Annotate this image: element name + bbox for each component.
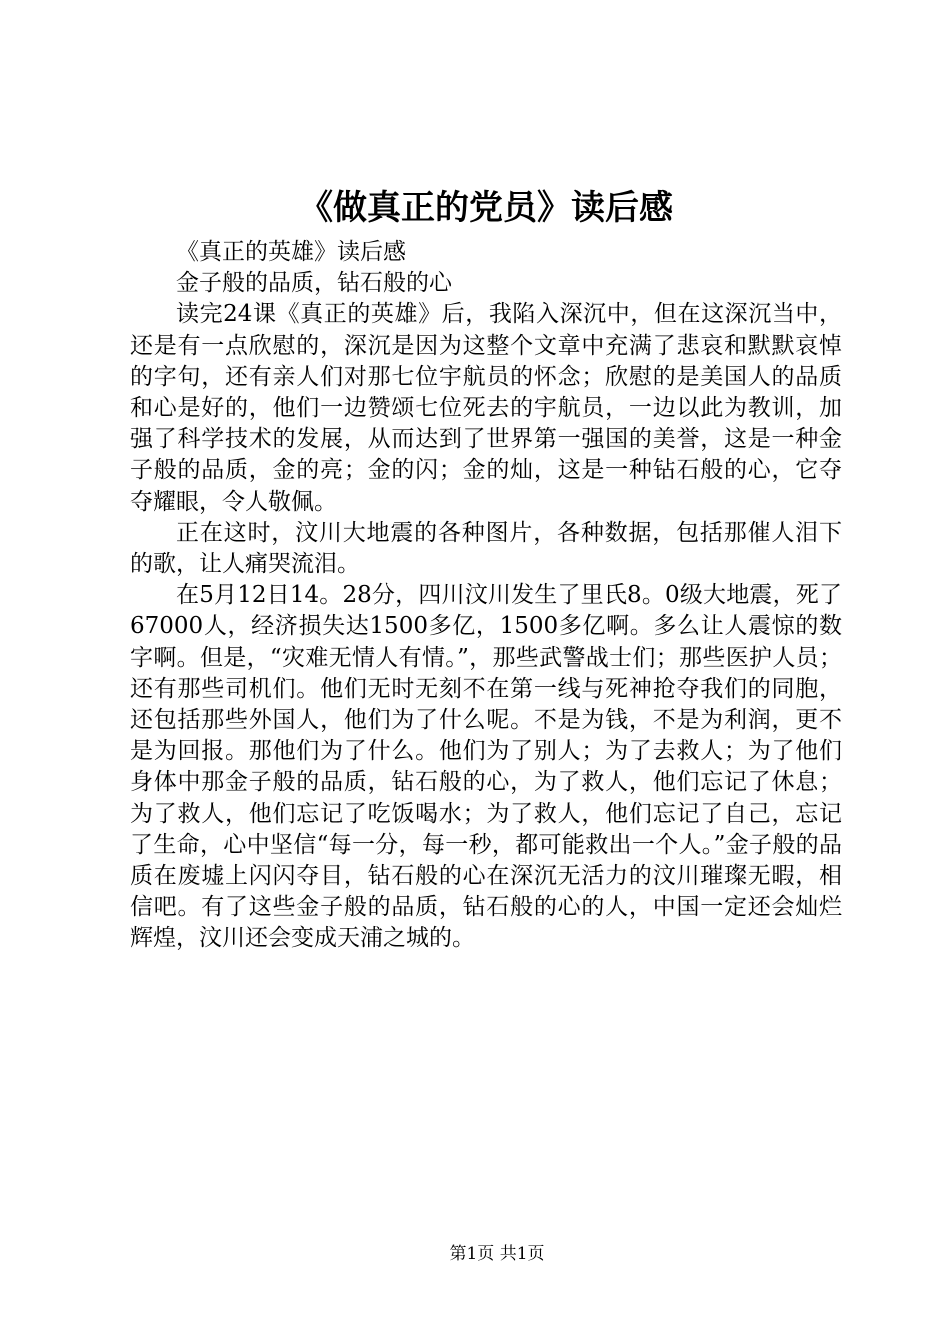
- page-footer: 第1页 共1页: [449, 1244, 545, 1264]
- document-title: 《做真正的党员》读后感: [299, 188, 673, 228]
- subtitle-paragraph: 《真正的英雄》读后感: [176, 239, 406, 265]
- document-body: [130, 237, 842, 955]
- tagline-paragraph: 金子般的品质，钻石般的心: [176, 270, 452, 297]
- body-paragraph: 读完24课《真正的英雄》后，我陷入深沉中，但在这深沉当中，还是有一点欣慰的，深沉是因为这整个文章中充满了悲哀和默默哀悼的字句，还有亲人们对那七位宇航员的怀念；欣慰的是美国人的品质和心是好的，他们一边赞颂七位死去的宇航员，一边以此为教训，加强了科学技术的发展，从而达到了世界第一强国的美誉，这是一种金子般的品质，金的亮；金的闪；金的灿，这是一种钻石般的心，它夺夺耀眼，令人敬佩。: [130, 301, 842, 515]
- body-paragraph: 在5月12日14。28分，四川汶川发生了里氏8。0级大地震，死了67000人，经济损失达1500多亿，1500多亿啊。多么让人震惊的数字啊。但是，“灾难无情人有情。”，那些武警战士们；那些医护人员；还有那些司机们。他们无时无刻不在第一线与死神抢夺我们的同胞，还包括那些外国人，他们为了什么呢。不是为钱，不是为利润，更不是为回报。那他们为了什么。他们为了别人；为了去救人；为了他们身体中那金子般的品质，钻石般的心，为了救人，他们忘记了休息；为了救人，他们忘记了吃饭喝水；为了救人，他们忘记了自己，忘记了生命，心中坚信“每一分，每一秒，都可能救出一个人。”金子般的品质在废墟上闪闪夺目，钻石般的心在深沉无活力的汶川璀璨无暇，相信吧。有了这些金子般的品质，钻石般的心的人，中国一定还会灿烂辉煌，汶川还会变成天浦之城的。: [130, 582, 842, 952]
- body-paragraph: 正在这时，汶川大地震的各种图片，各种数据，包括那催人泪下的歌，让人痛哭流泪。: [130, 519, 842, 578]
